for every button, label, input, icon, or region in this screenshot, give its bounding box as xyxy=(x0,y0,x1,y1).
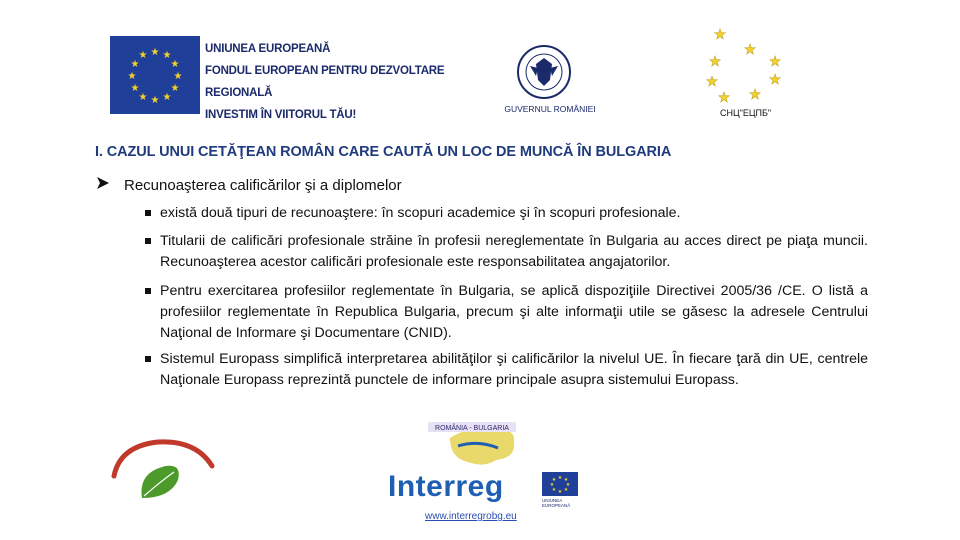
snc-caption: СНЦ"ЕЦПБ" xyxy=(720,108,772,118)
stars-circle-icon xyxy=(700,24,795,106)
svg-text:★: ★ xyxy=(705,74,719,90)
svg-text:★: ★ xyxy=(162,50,172,61)
svg-text:★: ★ xyxy=(138,92,148,103)
list-item: există două tipuri de recunoaştere: în scopuri academice şi în scopuri profesionale. xyxy=(160,205,681,221)
interreg-logo xyxy=(388,418,588,508)
svg-text:★: ★ xyxy=(170,59,180,70)
svg-text:★: ★ xyxy=(130,83,140,94)
svg-text:★: ★ xyxy=(549,482,555,488)
eu-logo-line1: UNIUNEA EUROPEANĂ xyxy=(205,43,331,55)
svg-text:★: ★ xyxy=(173,71,183,82)
svg-text:★: ★ xyxy=(130,59,140,70)
leaf-icon xyxy=(108,436,218,506)
svg-text:★: ★ xyxy=(170,83,180,94)
interreg-wordmark: Interreg xyxy=(388,470,504,503)
svg-text:★: ★ xyxy=(150,47,160,58)
list-item: Titularii de calificări profesionale străine în profesii nereglementate în Bulgaria au acces direct pe piaţa muncii. Recunoaşterea acestor calificări profesionale este responsabilitatea angajatorilor. xyxy=(160,233,868,270)
government-logo xyxy=(500,36,600,121)
arrow-bullet-icon xyxy=(96,176,110,190)
svg-text:★: ★ xyxy=(748,87,762,103)
snc-logo xyxy=(700,24,795,124)
svg-text:★: ★ xyxy=(162,92,172,103)
eu-flag-small-icon xyxy=(542,472,578,498)
svg-text:★: ★ xyxy=(768,54,782,70)
eu-flag-icon xyxy=(110,36,200,114)
svg-text:★: ★ xyxy=(565,482,571,488)
page-title: I. CAZUL UNUI CETĂŢEAN ROMÂN CARE CAUTĂ UN LOC DE MUNCĂ ÎN BULGARIA xyxy=(95,144,672,160)
svg-text:★: ★ xyxy=(563,477,569,483)
svg-text:★: ★ xyxy=(713,27,727,43)
list-item: Pentru exercitarea profesiilor reglementate în Bulgaria, se aplică dispoziţiile Directivei 2005/36 /CE. O listă a profesiilor reglementate în Republica Bulgaria, precum şi alte informaţii utile se găsesc la adresele Centrului Naţional de Informare şi Documentare (CNID). xyxy=(160,283,868,341)
section-heading: Recunoaşterea calificărilor şi a diplomelor xyxy=(124,177,402,194)
bullet-square-icon xyxy=(145,288,151,294)
svg-text:★: ★ xyxy=(551,487,557,493)
coat-of-arms-icon xyxy=(500,36,600,106)
svg-text:★: ★ xyxy=(717,90,731,106)
eu-logo xyxy=(110,36,455,121)
romania-bulgaria-map-icon xyxy=(388,418,588,472)
svg-text:★: ★ xyxy=(551,477,557,483)
eu-logo-line3: INVESTIM ÎN VIITORUL TĂU! xyxy=(205,109,357,121)
svg-text:★: ★ xyxy=(708,54,722,70)
bullet-square-icon xyxy=(145,210,151,216)
svg-text:★: ★ xyxy=(743,42,757,58)
ngo-logo xyxy=(108,436,218,506)
svg-text:★: ★ xyxy=(138,50,148,61)
svg-text:★: ★ xyxy=(150,95,160,106)
svg-text:★: ★ xyxy=(768,72,782,88)
interreg-banner: ROMÂNIA - BULGARIA xyxy=(435,425,509,432)
list-item: Sistemul Europass simplifică interpretarea abilităţilor şi calificărilor la nivelul UE. În fiecare ţară din UE, centrele Naţionale Europass reprezintă punctele de informare principale asupra sistemului Europass. xyxy=(160,351,868,388)
svg-text:★: ★ xyxy=(127,71,137,82)
bullet-square-icon xyxy=(145,356,151,362)
svg-text:★: ★ xyxy=(563,487,569,493)
website-link[interactable]: www.interregrobg.eu xyxy=(425,511,517,522)
eu-logo-line2: FONDUL EUROPEAN PENTRU DEZVOLTARE REGIONALĂ xyxy=(205,65,445,99)
svg-text:★: ★ xyxy=(557,475,563,481)
interreg-eu-caption: UNIUNEA EUROPEANĂ xyxy=(542,498,571,508)
government-caption: GUVERNUL ROMÂNIEI xyxy=(504,104,596,114)
svg-text:★: ★ xyxy=(557,489,563,495)
bullet-square-icon xyxy=(145,238,151,244)
